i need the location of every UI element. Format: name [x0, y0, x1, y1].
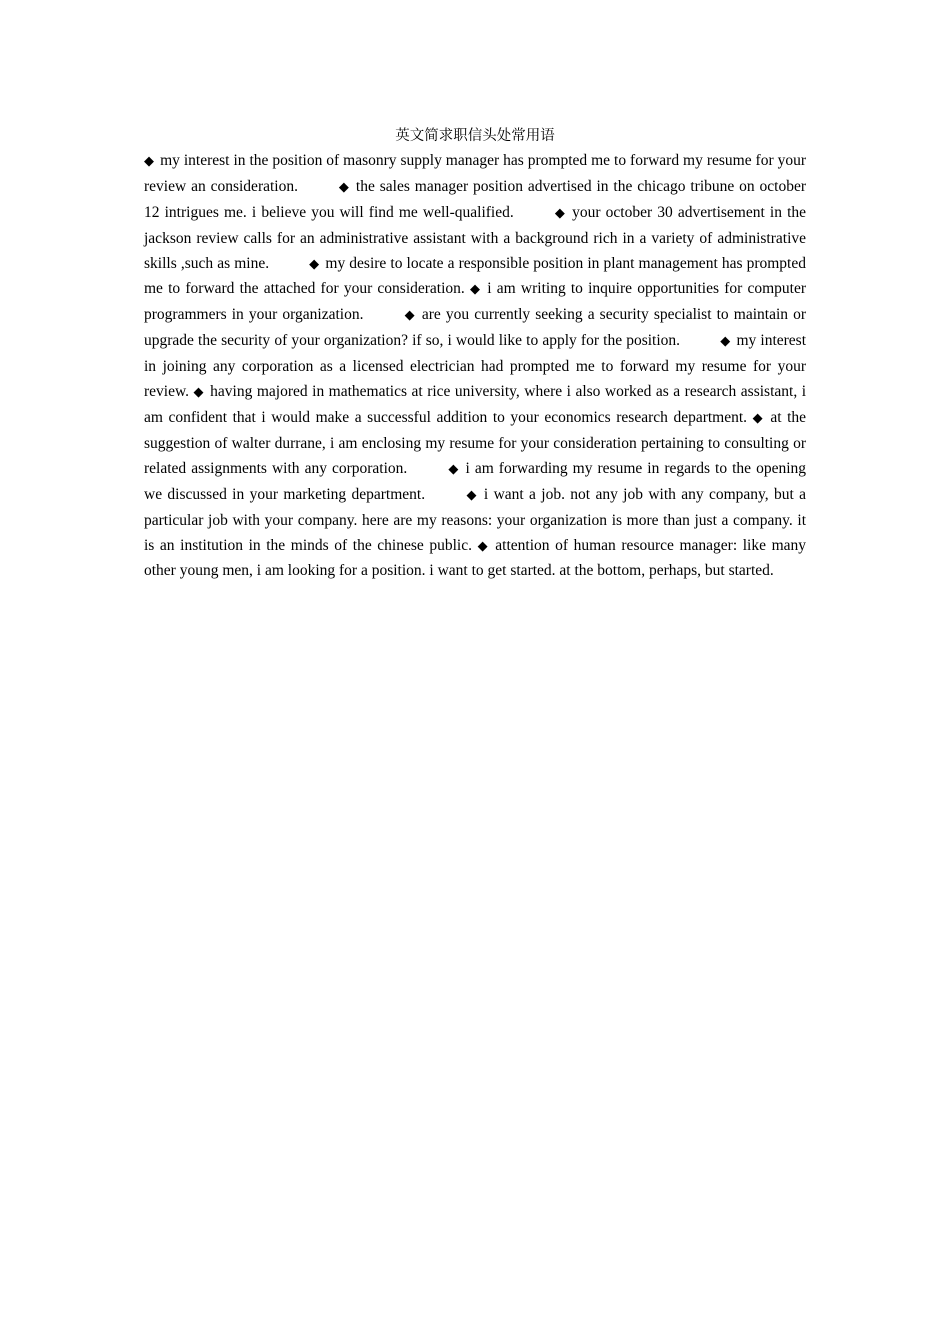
list-item-text: i want a job. not any job with any company, but a particular job with your company. here are my reasons: your organization is more than just a company. it is an institution in the minds of the chinese public. [144, 485, 806, 554]
document-body [144, 149, 806, 584]
list-item-text: my interest in the position of masonry supply manager has prompted me to forward my resume for your review an consideration. [144, 151, 806, 195]
document-title: 英文简求职信头处常用语 [395, 128, 555, 144]
list-item-text: my desire to locate a responsible position in plant management has prompted me to forward the attached for your consideration. [144, 254, 806, 298]
list-item-text: i am forwarding my resume in regards to the opening we discussed in your marketing department. [144, 459, 807, 503]
diamond-bullet-icon: ◆ [338, 179, 350, 195]
list-item-text: are you currently seeking a security specialist to maintain or upgrade the security of your organization? if so, i would like to apply for the position. [144, 306, 807, 350]
diamond-bullet-icon: ◆ [144, 153, 155, 169]
document-content [144, 124, 806, 584]
list-item-text: the sales manager position advertised in the chicago tribune on october 12 intrigues me. i believe you will find me well-qualified. [144, 177, 807, 221]
list-item-text: my interest in joining any corporation as a licensed electrician had prompted me to forward my resume for your review. [144, 332, 807, 401]
list-item-text: attention of human resource manager: like many other young men, i am looking for a position. i want to get started. at the bottom, perhaps, but started. [144, 536, 807, 580]
list-item [144, 383, 806, 426]
diamond-bullet-icon: ◆ [752, 410, 765, 426]
list-item-text: your october 30 advertisement in the jackson review calls for an administrative assistant with a background rich in a variety of administrative skills ,such as mine. [144, 203, 807, 272]
list-item-text: at the suggestion of walter durrane, i am enclosing my resume for your consideration pertaining to consulting or related assignments with any corporation. [144, 408, 807, 477]
list-item-text: having majored in mathematics at rice university, where i also worked as a research assistant, i am confident that i would make a successful addition to your economics research department. [144, 383, 806, 426]
diamond-bullet-icon: ◆ [404, 308, 416, 324]
diamond-bullet-icon: ◆ [720, 334, 731, 350]
diamond-bullet-icon: ◆ [477, 538, 490, 554]
diamond-bullet-icon: ◆ [554, 205, 567, 221]
diamond-bullet-icon: ◆ [466, 487, 478, 503]
diamond-bullet-icon: ◆ [448, 461, 460, 477]
diamond-bullet-icon: ◆ [469, 282, 482, 298]
diamond-bullet-icon: ◆ [309, 256, 320, 272]
list-item-text: i am writing to inquire opportunities for computer programmers in your organization. [144, 280, 806, 324]
diamond-bullet-icon: ◆ [193, 385, 205, 401]
